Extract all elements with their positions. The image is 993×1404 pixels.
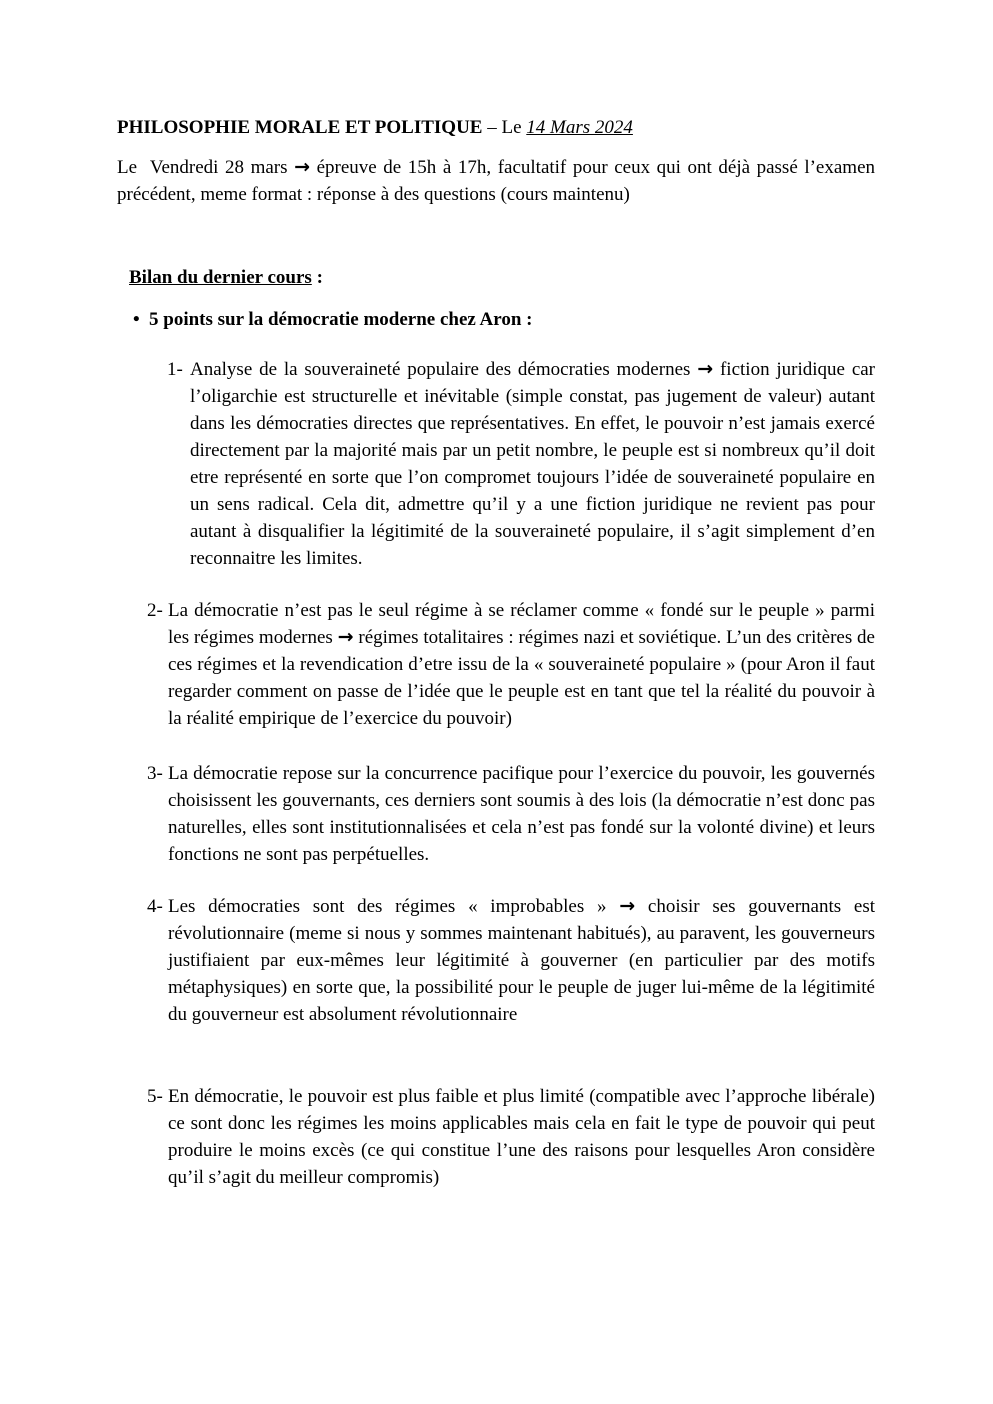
item-text-before: La démocratie n’est pas le seul régime à se réclamer comme « fondé sur le peuple » parmi les régimes modernes [168, 600, 875, 648]
course-title: PHILOSOPHIE MORALE ET POLITIQUE [117, 117, 483, 138]
list-item-number: 4- [147, 896, 163, 917]
list-item-number: 3- [147, 763, 163, 784]
item-text-after: choisir ses gouvernants est révolutionnaire (meme si nous y sommes maintenant habitués), au paravent, les gouverneurs justifiaient par eux-mêmes leur légitimité à gouverner (en particulier par des motifs métaphysiques) en sorte que, la possibilité pour le peuple de juger lui-même de la légitimité du gouverneur est absolument révolutionnaire [168, 896, 876, 1025]
list-item [147, 597, 875, 732]
item-text-after: régimes totalitaires : régimes nazi et soviétique. L’un des critères de ces régimes et la revendication d’etre issu de la « souveraineté populaire » (pour Aron il faut regarder comment on passe de l’idée que le peuple est en tant que tel la réalité du pouvoir à la réalité empirique de l’exercice du pouvoir) [168, 627, 875, 729]
right-arrow-icon: → [697, 358, 714, 380]
right-arrow-icon: → [294, 156, 311, 178]
list-item-text [168, 597, 875, 732]
intro-text-before: Le Vendredi 28 mars [117, 157, 295, 178]
item-text-before: Les démocraties sont des régimes « improbables » [168, 896, 620, 917]
right-arrow-icon: → [619, 895, 636, 917]
bullet-text: 5 points sur la démocratie moderne chez Aron : [149, 309, 533, 330]
list-item-number: 1- [167, 359, 183, 380]
list-item [147, 893, 875, 1028]
list-item-number: 2- [147, 600, 163, 621]
title-date: 14 Mars 2024 [526, 117, 633, 138]
section-heading-colon: : [311, 267, 323, 288]
item-text: La démocratie repose sur la concurrence pacifique pour l’exercice du pouvoir, les gouvernés choisissent les gouvernants, ces derniers sont soumis à des lois (la démocratie n’est donc pas naturelles, elles sont institutionnalisées et cela n’est pas fondé sur la volonté divine) et leurs fonctions ne sont pas perpétuelles. [168, 763, 875, 865]
intro-text-after: épreuve de 15h à 17h, facultatif pour ceux qui ont déjà passé l’examen précédent, meme format : réponse à des questions (cours maintenu) [117, 157, 876, 205]
item-text: En démocratie, le pouvoir est plus faible et plus limité (compatible avec l’approche libérale) ce sont donc les régimes les moins applicables mais cela en fait le type de pouvoir qui peut produire le moins excès (ce qui constitue l’une des raisons pour lesquelles Aron considère qu’il s’agit du meilleur compromis) [168, 1086, 875, 1188]
document-title-line [117, 114, 875, 141]
bullet-list-item [133, 306, 875, 333]
list-item-text [168, 893, 875, 1028]
title-separator: – Le [482, 117, 527, 138]
list-item-text [190, 356, 875, 572]
item-text-after: fiction juridique car l’oligarchie est structurelle et inévitable (simple constat, pas jugement de valeur) autant dans les démocraties directes que représentatives. En effet, le pouvoir n’est jamais exercé directement par la majorité mais par un petit nombre, le peuple est si nombreux qu’il doit etre représenté en sorte que l’on compromet toujours l’idée de souveraineté populaire en un sens radical. Cela dit, admettre qu’il y a une fiction juridique ne revient pas pour autant à disqualifier la légitimité de la souveraineté populaire, il s’agit simplement d’en reconnaitre les limites. [190, 359, 876, 569]
section-heading-text: Bilan du dernier cours [129, 267, 312, 288]
section-heading [129, 264, 875, 291]
list-item [167, 356, 875, 572]
list-item-text [168, 760, 875, 868]
list-item [147, 760, 875, 868]
list-item-text [168, 1083, 875, 1191]
intro-paragraph [117, 154, 875, 208]
right-arrow-icon: → [337, 626, 354, 648]
list-item-number: 5- [147, 1086, 163, 1107]
bullet-icon: • [133, 309, 140, 330]
list-item [147, 1083, 875, 1191]
item-text-before: Analyse de la souveraineté populaire des démocraties modernes [190, 359, 698, 380]
